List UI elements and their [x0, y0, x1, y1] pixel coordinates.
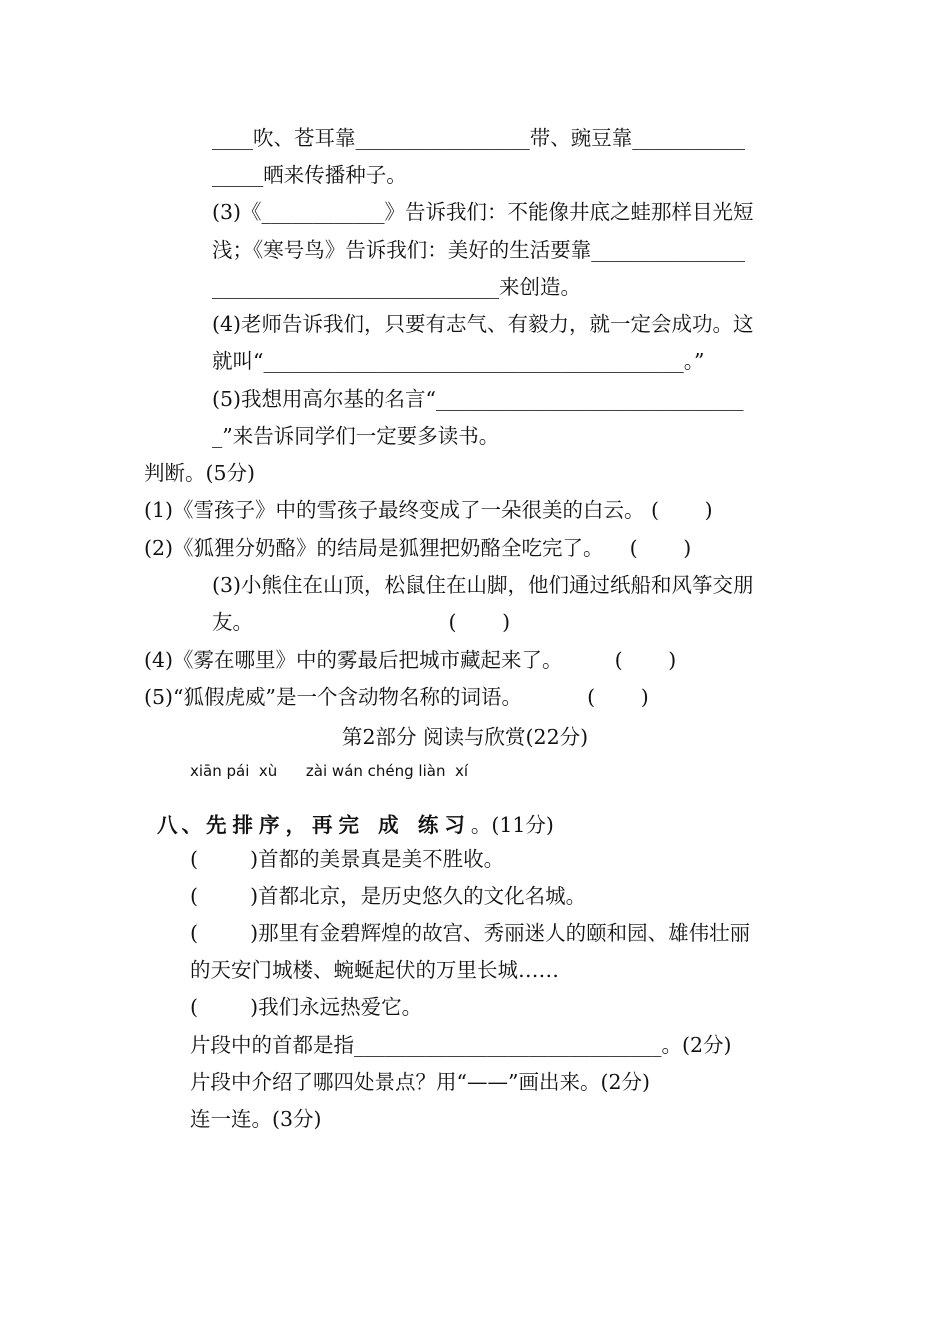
- fill-line-8: (5)我想用高尔基的名言“______________________________: [212, 387, 744, 411]
- sub-question-3: 连一连。(3分): [190, 1107, 322, 1131]
- judge-item-3-cont: 友。 ( ): [212, 610, 511, 634]
- sub-question-2: 片段中介绍了哪四处景点？用“——”画出来。(2分): [190, 1070, 650, 1094]
- judge-item-1: (1)《雪孩子》中的雪孩子最终变成了一朵很美的白云。 ( ): [144, 498, 713, 522]
- fill-line-6: (4)老师告诉我们，只要有志气、有毅力，就一定会成功。这: [212, 312, 754, 336]
- order-item-2: ( )首都北京，是历史悠久的文化名城。: [190, 884, 587, 908]
- fill-line-1: ____吹、苍耳靠_________________带、豌豆靠___________: [212, 126, 745, 150]
- fill-line-2: _____晒来传播种子。: [212, 163, 407, 187]
- q8-pinyin: xiān pái xù zài wán chéng liàn xí: [190, 762, 469, 780]
- fill-line-3: (3)《____________》告诉我们：不能像井底之蛙那样目光短: [212, 200, 754, 224]
- fill-line-4: 浅；《寒号鸟》告诉我们：美好的生活要靠_______________: [212, 238, 745, 262]
- fill-line-7: 就叫“_________________________________________。”: [212, 349, 705, 373]
- part2-title: 第2部分 阅读与欣赏(22分): [342, 725, 589, 749]
- q8-heading: [144, 783, 554, 839]
- order-item-4: ( )我们永远热爱它。: [190, 995, 423, 1019]
- judge-heading: 判断。(5分): [144, 461, 256, 485]
- q8-score: 。(11分): [470, 813, 554, 837]
- judge-item-3: (3)小熊住在山顶，松鼠住在山脚，他们通过纸船和风筝交朋: [212, 573, 754, 597]
- fill-line-9: _”来告诉同学们一定要多读书。: [212, 424, 500, 448]
- order-item-3-cont: 的天安门城楼、蜿蜒起伏的万里长城……: [190, 958, 559, 982]
- order-item-3: ( )那里有金碧辉煌的故宫、秀丽迷人的颐和园、雄伟壮丽: [190, 921, 751, 945]
- judge-item-4: (4)《雾在哪里》中的雾最后把城市藏起来了。 ( ): [144, 648, 677, 672]
- judge-item-2: (2)《狐狸分奶酪》的结局是狐狸把奶酪全吃完了。 ( ): [144, 536, 692, 560]
- sub-question-1: 片段中的首都是指______________________________。(2分): [190, 1033, 732, 1057]
- q8-title: 先排序，再完 成 练习: [206, 813, 471, 837]
- fill-line-5: ____________________________来创造。: [212, 275, 581, 299]
- order-item-1: ( )首都的美景真是美不胜收。: [190, 847, 505, 871]
- judge-item-5: (5)“狐假虎威”是一个含动物名称的词语。 ( ): [144, 685, 649, 709]
- q8-number: 八、: [157, 813, 207, 837]
